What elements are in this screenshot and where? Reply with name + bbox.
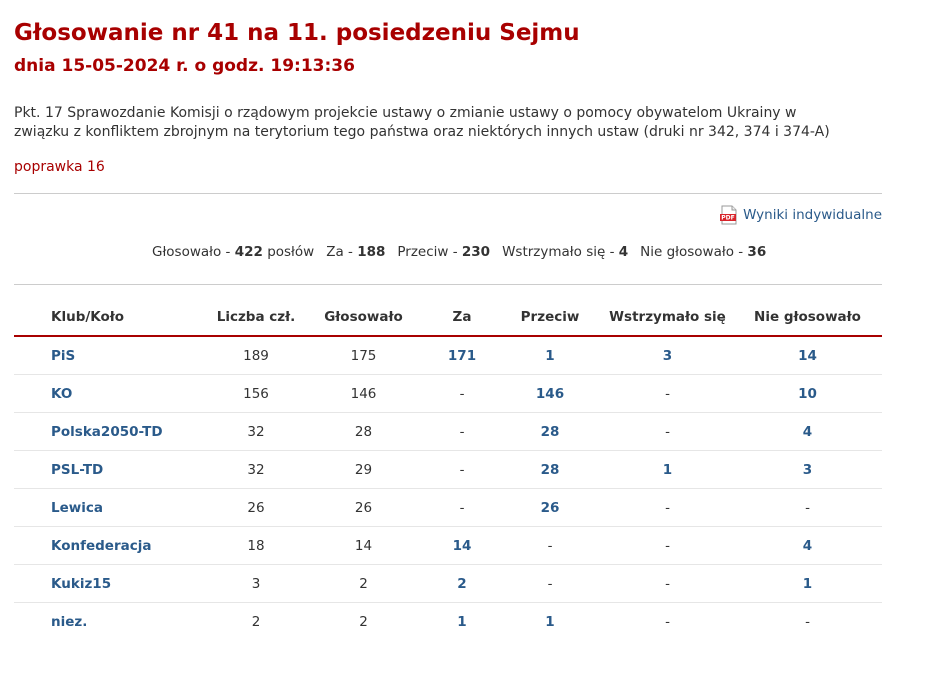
members-count: 3 xyxy=(211,565,301,603)
summary-abstain-value: 4 xyxy=(618,244,629,260)
header-for: Za xyxy=(426,299,498,336)
table-row xyxy=(14,451,882,489)
voted-count: 14 xyxy=(301,527,426,565)
abstain-count: - xyxy=(602,527,733,565)
table-row xyxy=(14,336,882,375)
voted-count: 28 xyxy=(301,413,426,451)
agenda-description: Pkt. 17 Sprawozdanie Komisji o rządowym projekcie ustawy o zmianie ustawy o pomocy obywatelom Ukrainy w związku z konfliktem zbrojnym na terytorium tego państwa oraz niektórych innych ustaw (druki nr 342, 374 i 374-A) xyxy=(14,105,830,140)
divider xyxy=(14,284,882,285)
for-count: - xyxy=(426,413,498,451)
absent-count[interactable]: 4 xyxy=(733,413,882,451)
table-row xyxy=(14,603,882,641)
voted-count: 29 xyxy=(301,451,426,489)
for-count: - xyxy=(426,489,498,527)
abstain-count: - xyxy=(602,489,733,527)
against-count[interactable]: 28 xyxy=(498,413,602,451)
summary-for-value: 188 xyxy=(357,244,386,260)
against-count: - xyxy=(498,527,602,565)
against-count[interactable]: 28 xyxy=(498,451,602,489)
abstain-count: - xyxy=(665,613,670,630)
table-row xyxy=(14,489,882,527)
abstain-count: - xyxy=(602,413,733,451)
voting-date: dnia 15-05-2024 r. o godz. 19:13:36 xyxy=(14,56,355,76)
club-link[interactable]: PSL-TD xyxy=(14,451,211,489)
summary-voted-label: Głosowało - xyxy=(152,244,235,260)
voted-count: 26 xyxy=(301,489,426,527)
table-row xyxy=(14,527,882,565)
members-count: 32 xyxy=(211,413,301,451)
absent-count[interactable]: 4 xyxy=(733,527,882,565)
against-count[interactable]: 1 xyxy=(498,336,602,375)
abstain-count[interactable]: 3 xyxy=(602,336,733,375)
club-link[interactable]: Lewica xyxy=(14,489,211,527)
voted-count: 146 xyxy=(301,375,426,413)
summary-voted-unit: posłów xyxy=(262,244,315,260)
members-count: 26 xyxy=(211,489,301,527)
voted-count: 2 xyxy=(301,565,426,603)
absent-count[interactable]: 14 xyxy=(733,336,882,375)
against-count[interactable]: 1 xyxy=(545,613,555,630)
club-link[interactable]: Konfederacja xyxy=(14,527,211,565)
for-count: - xyxy=(426,375,498,413)
members-count: 18 xyxy=(211,527,301,565)
header-absent: Nie głosowało xyxy=(733,299,882,336)
club-results-table xyxy=(14,299,882,640)
summary-absent-label: Nie głosowało - xyxy=(640,244,748,260)
for-count[interactable]: 1 xyxy=(457,613,467,630)
header-voted: Głosowało xyxy=(301,299,426,336)
summary-voted-value: 422 xyxy=(234,244,263,260)
for-count[interactable]: 2 xyxy=(426,565,498,603)
vote-summary xyxy=(152,244,766,260)
table-row xyxy=(14,375,882,413)
divider xyxy=(14,193,882,194)
individual-results-label: Wyniki indywidualne xyxy=(743,207,882,223)
abstain-count: - xyxy=(602,375,733,413)
absent-count: - xyxy=(733,489,882,527)
absent-count[interactable]: 3 xyxy=(733,451,882,489)
abstain-count: - xyxy=(602,565,733,603)
club-link[interactable]: PiS xyxy=(14,336,211,375)
members-count: 2 xyxy=(251,613,261,630)
summary-absent-value: 36 xyxy=(747,244,767,260)
members-count: 189 xyxy=(211,336,301,375)
voted-count: 175 xyxy=(301,336,426,375)
absent-count: - xyxy=(805,613,810,630)
members-count: 32 xyxy=(211,451,301,489)
for-count[interactable]: 171 xyxy=(426,336,498,375)
for-count[interactable]: 14 xyxy=(426,527,498,565)
against-count: - xyxy=(498,565,602,603)
pdf-icon-text: PDF xyxy=(721,214,735,222)
absent-count[interactable]: 10 xyxy=(733,375,882,413)
table-header-row xyxy=(14,299,882,336)
club-link[interactable]: Polska2050-TD xyxy=(14,413,211,451)
members-count: 156 xyxy=(211,375,301,413)
page-title: Głosowanie nr 41 na 11. posiedzeniu Sejmu xyxy=(14,20,580,46)
against-count[interactable]: 26 xyxy=(498,489,602,527)
club-link[interactable]: niez. xyxy=(51,613,88,630)
table-row xyxy=(14,413,882,451)
club-link[interactable]: Kukiz15 xyxy=(14,565,211,603)
for-count: - xyxy=(426,451,498,489)
summary-for-label: Za - xyxy=(326,244,358,260)
against-count[interactable]: 146 xyxy=(498,375,602,413)
summary-against-label: Przeciw - xyxy=(397,244,462,260)
absent-count[interactable]: 1 xyxy=(733,565,882,603)
pdf-icon xyxy=(719,205,739,225)
header-club: Klub/Koło xyxy=(14,299,211,336)
summary-against-value: 230 xyxy=(461,244,491,260)
header-members: Liczba czł. xyxy=(211,299,301,336)
individual-results-link[interactable] xyxy=(719,205,882,225)
abstain-count[interactable]: 1 xyxy=(602,451,733,489)
amendment-label: poprawka 16 xyxy=(14,159,105,175)
voted-count: 2 xyxy=(359,613,368,630)
header-against: Przeciw xyxy=(498,299,602,336)
summary-abstain-label: Wstrzymało się - xyxy=(502,244,619,260)
club-link[interactable]: KO xyxy=(14,375,211,413)
table-row xyxy=(14,565,882,603)
header-abstain: Wstrzymało się xyxy=(602,299,733,336)
